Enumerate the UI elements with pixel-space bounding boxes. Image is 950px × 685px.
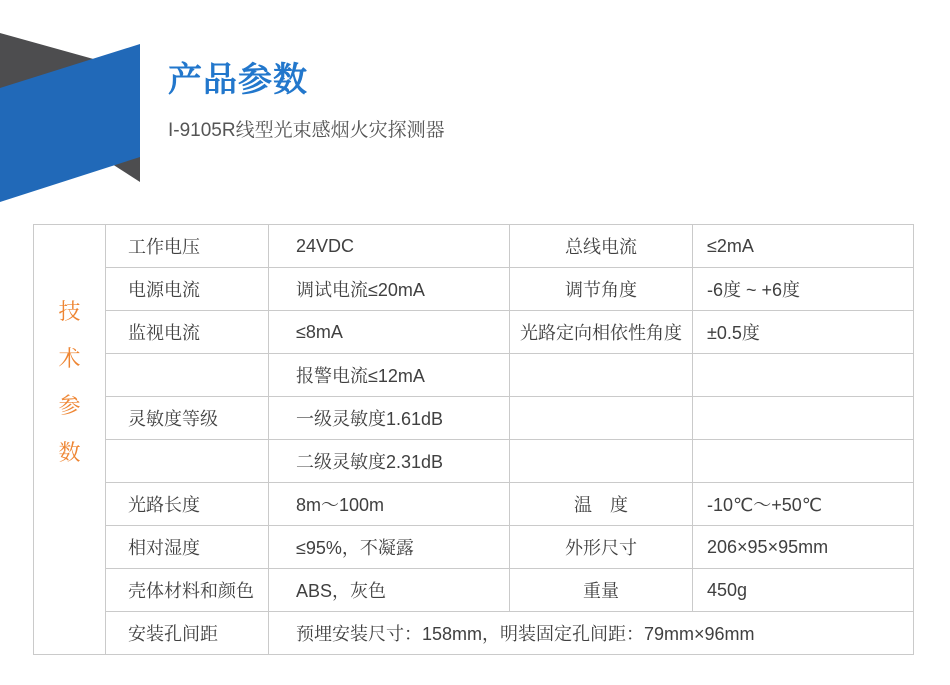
param-name-cell: 温 度 [510, 483, 693, 526]
side-label-char: 技 [58, 299, 81, 324]
param-name-cell: 工作电压 [106, 225, 269, 268]
param-name-cell [106, 440, 269, 483]
param-value-cell: 二级灵敏度2.31dB [269, 440, 510, 483]
param-value-cell: 450g [693, 569, 914, 612]
param-name-cell: 重量 [510, 569, 693, 612]
table-side-label-technical-parameters [34, 225, 106, 655]
param-name-cell: 光路长度 [106, 483, 269, 526]
param-name-cell: 相对湿度 [106, 526, 269, 569]
param-value-cell: ≤95%，不凝露 [269, 526, 510, 569]
param-value-cell: ≤8mA [269, 311, 510, 354]
param-name-cell: 外形尺寸 [510, 526, 693, 569]
corner-ribbon-decoration [0, 0, 150, 210]
param-value-cell [693, 440, 914, 483]
param-name-cell: 调节角度 [510, 268, 693, 311]
param-name-cell [510, 440, 693, 483]
param-name-cell: 光路定向相依性角度 [510, 311, 693, 354]
param-name-cell: 总线电流 [510, 225, 693, 268]
header [168, 58, 445, 144]
param-name-cell: 电源电流 [106, 268, 269, 311]
param-value-cell [693, 354, 914, 397]
param-value-cell: 8m～100m [269, 483, 510, 526]
param-value-cell: -6度 ~ +6度 [693, 268, 914, 311]
side-label-char: 参 [58, 393, 81, 418]
param-value-cell: ABS，灰色 [269, 569, 510, 612]
param-value-cell: 调试电流≤20mA [269, 268, 510, 311]
param-value-cell: ±0.5度 [693, 311, 914, 354]
parameters-table [33, 224, 914, 655]
param-value-cell: 24VDC [269, 225, 510, 268]
param-name-cell: 灵敏度等级 [106, 397, 269, 440]
side-label-char: 术 [58, 346, 81, 371]
param-name-cell: 安装孔间距 [106, 612, 269, 655]
side-label-char: 数 [58, 440, 81, 465]
param-name-cell: 壳体材料和颜色 [106, 569, 269, 612]
param-value-cell: ≤2mA [693, 225, 914, 268]
param-value-cell-wide: 预埋安装尺寸：158mm，明装固定孔间距：79mm×96mm [269, 612, 914, 655]
param-name-cell [510, 354, 693, 397]
product-model-subtitle: I-9105R线型光束感烟火灾探测器 [168, 120, 445, 141]
param-value-cell [693, 397, 914, 440]
param-value-cell: 报警电流≤12mA [269, 354, 510, 397]
param-value-cell: -10℃～+50℃ [693, 483, 914, 526]
param-name-cell [510, 397, 693, 440]
param-value-cell: 206×95×95mm [693, 526, 914, 569]
page-title: 产品参数 [168, 61, 308, 99]
param-value-cell: 一级灵敏度1.61dB [269, 397, 510, 440]
param-name-cell: 监视电流 [106, 311, 269, 354]
param-name-cell [106, 354, 269, 397]
